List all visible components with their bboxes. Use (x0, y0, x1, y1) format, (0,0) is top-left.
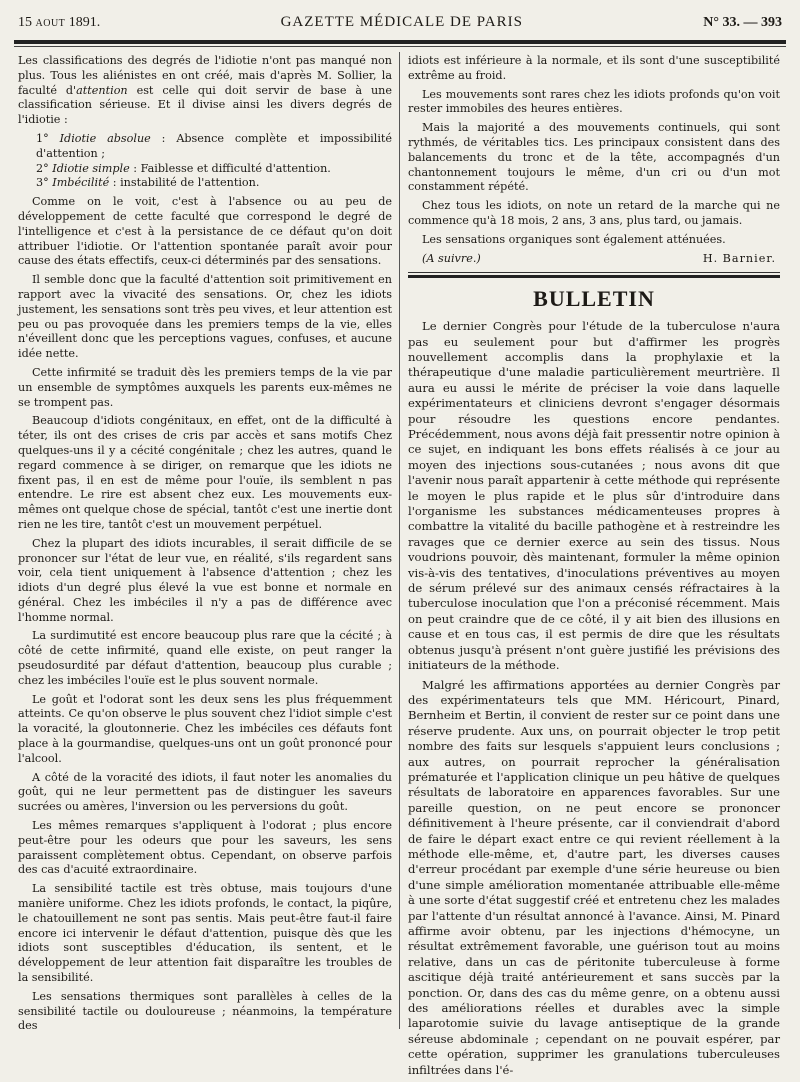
paragraph: Chez la plupart des idiots incurables, il serait difficile de se prononcer sur l'état de leur vue, en réalité, s'ils regardent sans voir, cela tient uniquement à l'absence d'attention ; chez les idiots d'un degré plus élevé la vue est bonne et normale en général. Chez les imbéciles il n'y a pas de différence avec l'homme normal. (18, 536, 392, 624)
paragraph: La surdimutité est encore beaucoup plus rare que la cécité ; à côté de cette infirmité, quand elle existe, on peut ranger la pseudosurdité par défaut d'attention, beaucoup plus curable ; chez les imbéciles l'ouïe est le plus souvent normale. (18, 629, 392, 687)
journal-title: GAZETTE MÉDICALE DE PARIS (280, 14, 523, 30)
paragraph: Les sensations organiques sont également atténuées. (422, 232, 726, 246)
paragraph: idiots est inférieure à la normale, et ils sont d'une susceptibilité extrême au froid. (408, 54, 780, 82)
list-item (18, 162, 392, 177)
paragraph: Le goût et l'odorat sont les deux sens les plus fréquemment atteints. Ce qu'on observe le plus souvent chez l'idiot simple c'est la voracité, la gloutonnerie. Chez les imbéciles ces défauts font place à la gourmandise, quelques-uns ont un goût prononcé pour l'alcool. (18, 692, 392, 765)
text: : instabilité de l'attention. (109, 176, 260, 190)
issue-date (18, 15, 100, 31)
paragraph: Malgré les affirmations apportées au dernier Congrès par des expérimentateurs tels que MM. Héricourt, Pinard, Bernheim et Bertin, il convient de rester sur ce point dans une réserve prudente. Aux uns, on pourrait objecter le trop petit nombre des faits sur lesquels s'appuient leurs conclusions ; aux autres, on pourrait reprocher la généralisation prématurée et l'application clinique un peu hâtive de quelques résultats de laboratoire en apparences favorables. Sur une pareille question, on ne peut encore se prononcer définitivement à l'heure présente, car il conviendrait d'abord de faire le départ exact entre ce qui revient réellement à la méthode elle-même, et, d'autre part, les diverses causes d'erreur procédant par exemple d'une série heureuse ou bien d'une simple amélioration momentanée attribuable elle-même à une sorte d'état suggestif créé et entretenu chez les malades par l'attente d'un résultat annoncé à l'avance. Ainsi, M. Pinard affirme avoir obtenu, par les injections d'hémocyne, un résultat extrêmement favorable, une guérison tout au moins relative, dans un cas de péritonite tuberculeuse à forme ascitique déjà traité antérieurement et sans succès par la ponction. Or, dans des cas du même genre, on a obtenu aussi des améliorations réelles et durables avec la simple laparotomie suivie du lavage antiseptique de la grande séreuse abdominale ; cependant on ne pouvait espérer, par cette opération, supprimer les granulations tuberculeuses infiltrées dans l'é- (408, 677, 780, 1077)
paragraph: La sensibilité tactile est très obtuse, mais toujours d'une manière uniforme. Chez les idiots profonds, le contact, la piqûre, le chatouillement ne sont pas sentis. Mais peut-être faut-il faire encore ici intervenir le défaut d'attention, puisque dès que les idiots sont susceptibles d'éducation, ils sentent, et le développement de leur attention fait disparaître les troubles de la sensibilité. (18, 882, 392, 985)
text: : Absence complète et impossibilité d'attention ; (36, 131, 393, 160)
list-number: 2° (36, 161, 49, 175)
list-number: 1° (36, 131, 49, 145)
paragraph (18, 54, 392, 128)
emphasis: Idiotie absolue (59, 131, 151, 145)
section-title: BULLETIN (533, 286, 655, 312)
paragraph: A côté de la voracité des idiots, il faut noter les anomalies du goût, qui ne leur permettent pas de distinguer les saveurs sucrées ou amères, l'inversion ou les perversions du goût. (18, 770, 392, 814)
paragraph: Les sensations thermiques sont parallèles à celles de la sensibilité tactile ou douloureuse ; néanmoins, la température des (18, 989, 392, 1033)
right-column (408, 54, 780, 1082)
paragraph: Comme on le voit, c'est à l'absence ou au peu de développement de cette faculté que correspond le degré de l'intelligence et c'est à la persistance de ce défaut qu'on doit attribuer l'idiotie. Or l'attention spontanée paraît avoir pour cause des états effectifs, ceux-ci déterminés par des sensations. (18, 195, 392, 268)
paragraph: Il semble donc que la faculté d'attention soit primitivement en rapport avec la vivacité des sensations. Or, chez les idiots justement, les sensations sont très peu vives, et leur attention est peu ou pas provoquée dans les premiers temps de la vie, elles n'éveillent donc que les perceptions vagues, confuses, et aucune idée nette. (18, 273, 392, 361)
page-header (18, 14, 782, 38)
header-rule-thin (14, 46, 786, 47)
paragraph: Beaucoup d'idiots congénitaux, en effet, ont de la difficulté à téter, ils ont des crises de cris par accès et sans motifs Chez quelques-uns il y a cécité congénitale ; chez les autres, quand le regard commence à se diriger, on remarque que les idiots ne fixent pas, il en est de même pour l'ouïe, ils semblent n pas entendre. Le rire est absent chez eux. Les mouvements eux-mêmes ont quelque chose de spécial, tantôt c'est une inertie dont rien ne les tire, tantôt c'est un mouvement perpétuel. (18, 414, 392, 531)
section-rule-thick (408, 275, 780, 278)
paragraph: Les mêmes remarques s'appliquent à l'odorat ; plus encore peut-être pour les odeurs que pour les saveurs, les sens paraissent complètement obtus. Cependant, on observe parfois des cas d'acuité extraordinaire. (18, 819, 392, 877)
paragraph: Les mouvements sont rares chez les idiots profonds qu'on voit rester immobiles des heures entières. (408, 87, 780, 116)
column-divider (399, 52, 400, 1029)
paragraph: Le dernier Congrès pour l'étude de la tuberculose n'aura pas eu seulement pour but d'affirmer les progrès nouvellement accomplis dans la prophylaxie et la thérapeutique d'une maladie particulièrement meurtrière. Il aura eu aussi le mérite de préciser la voie dans laquelle expérimentateurs et cliniciens devront s'engager désormais pour résoudre les questions encore pendantes. Précédemment, nous avons déjà fait pressentir notre opinion à ce sujet, en indiquant les bons effets réalisés à ce jour au moyen des injections sous-cutanées ; nous avons dit que l'avenir nous paraît appartenir à cette méthode qui représente le moyen le plus rapide et le plus sûr d'introduire dans l'organisme les substances médicamenteuses propres à combattre la vitalité du bacille pathogène et à restreindre les ravages que ce dernier exerce au sein des tissus. Nous voudrions pouvoir, dès maintenant, formuler la même opinion vis-à-vis des tentatives, d'inoculations préventives au moyen de sérum prélevé sur des animaux censés réfractaires à la tuberculose inoculation que l'on a préconisé récemment. Mais on peut craindre que de ce côté, il y ait bien des illusions en cause et en tous cas, il est permis de dire que les résultats obtenus jusqu'à présent n'ont guère justifié les prévisions des initiateurs de la méthode. (408, 319, 780, 673)
emphasis: Idiotie simple (52, 161, 130, 175)
text: Les classifications des degrés de l'idiotie n'ont pas manqué non plus. Tous les aliénistes en ont créé, mais d'après M. Sollier, la faculté d' (18, 54, 392, 97)
left-column (18, 54, 392, 1038)
paragraph: Mais la majorité a des mouvements continuels, qui sont rythmés, de véritables tics. Les principaux consistent dans des balancements du tronc et de la tête, accompagnés d'un chantonnement toujours le même, d'un cri ou d'un mot constamment répété. (408, 121, 780, 194)
date-day: 15 (18, 15, 32, 30)
header-rule-thick (14, 40, 786, 44)
issue-page-number: N° 33. — 393 (703, 15, 782, 30)
emphasis: Imbécilité (52, 176, 110, 190)
to-be-continued: (A suivre.) (422, 251, 481, 265)
author-name: H. Barnier. (702, 251, 776, 265)
list-item (18, 176, 392, 191)
text: : Faiblesse et difficulté d'attention. (129, 161, 331, 175)
paragraph: Cette infirmité se traduit dès les premiers temps de la vie par un ensemble de symptômes auxquels les parents eux-mêmes ne se trompent pas. (18, 365, 392, 409)
list-item (18, 132, 392, 162)
date-month: AOUT (35, 18, 66, 29)
paragraph: Chez tous les idiots, on note un retard de la marche qui ne commence qu'à 18 mois, 2 ans, 3 ans, plus tard, ou jamais. (408, 199, 780, 227)
bulletin-body (408, 319, 780, 1078)
list-number: 3° (36, 176, 49, 190)
section-rule-thin (408, 272, 780, 273)
text: est celle qui doit servir de base à une classification sérieuse. Et il divise ainsi les divers degrés de l'idiotie : (18, 83, 392, 127)
article-signature (408, 252, 780, 267)
emphasis: attention (76, 83, 128, 97)
date-year: 1891. (68, 15, 101, 30)
